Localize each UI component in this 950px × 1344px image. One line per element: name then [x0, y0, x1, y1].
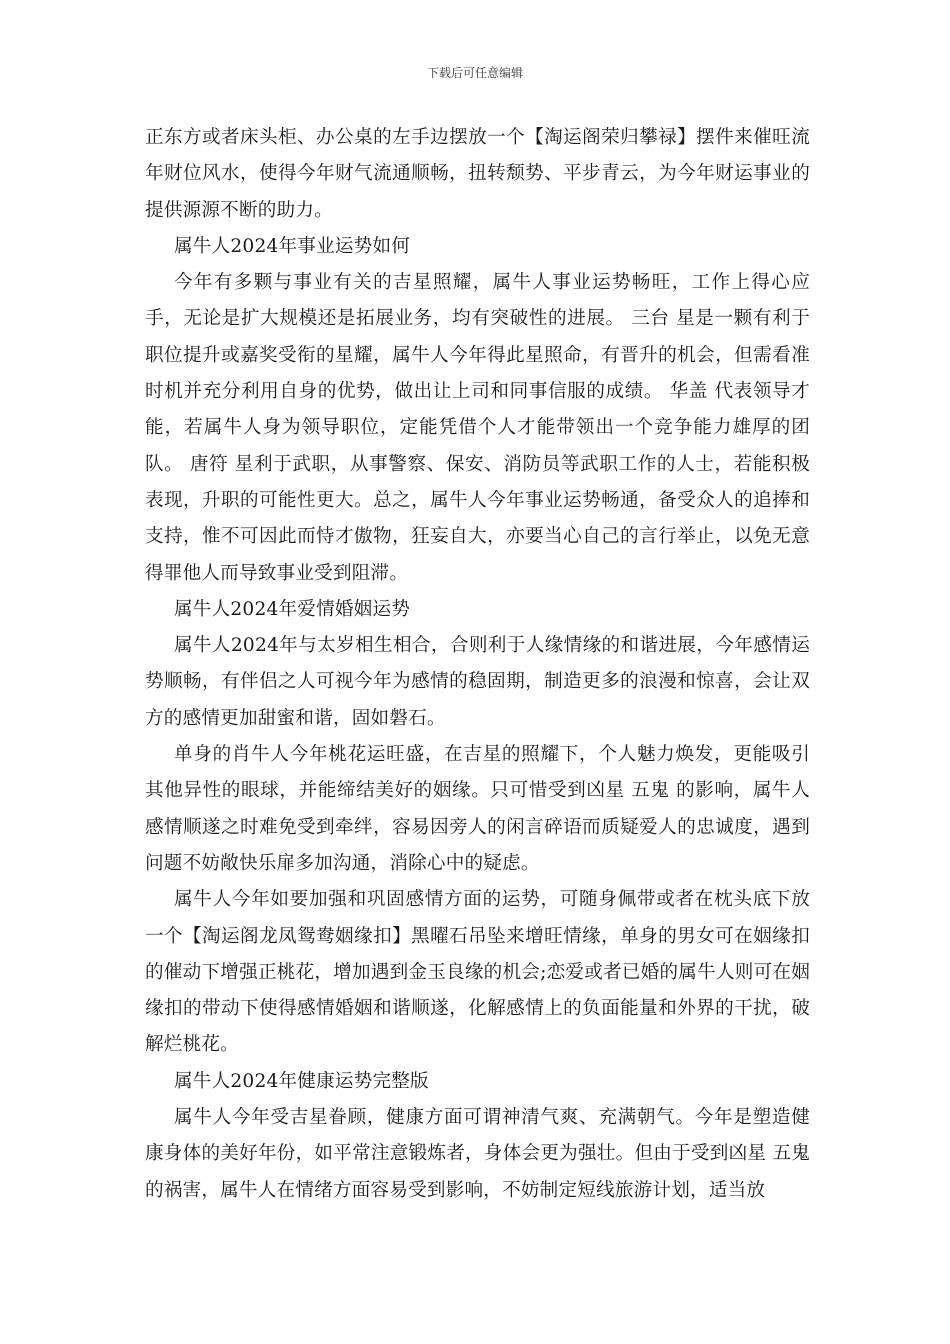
section-heading-love: 属牛人2024年爱情婚姻运势 — [174, 598, 411, 620]
document-body — [145, 120, 810, 1209]
paragraph-feng-shui-placement: 正东方或者床头柜、办公桌的左手边摆放一个【淘运阁荣归攀禄】摆件来催旺流年财位风水，使得今年财气流通顺畅，扭转颓势、平步青云，为今年财运事业的提供源源不断的助力。 — [145, 127, 810, 221]
section-heading-career: 属牛人2024年事业运势如何 — [174, 235, 411, 257]
paragraph-love-singles: 单身的肖牛人今年桃花运旺盛，在吉星的照耀下，个人魅力焕发，更能吸引其他异性的眼球，并能缔结美好的姻缘。只可惜受到凶星 五鬼 的影响，属牛人感情顺遂之时难免受到牵绊，容易因旁人的闲言碎语而质疑爱人的忠诚度，遇到问题不妨敞快乐扉多加沟通，消除心中的疑虑。 — [145, 744, 810, 874]
paragraph-love-charm: 属牛人今年如要加强和巩固感情方面的运势，可随身佩带或者在枕头底下放一个【淘运阁龙凤鸳鸯姻缘扣】黑曜石吊坠来增旺情缘，单身的男女可在姻缘扣的催动下增强正桃花，增加遇到金玉良缘的机会;恋爱或者已婚的属牛人则可在姻缘扣的带动下使得感情婚姻和谐顺遂，化解感情上的负面能量和外界的干扰，破解烂桃花。 — [145, 889, 810, 1056]
section-heading-health: 属牛人2024年健康运势完整版 — [174, 1070, 429, 1092]
paragraph-career: 今年有多颗与事业有关的吉星照耀，属牛人事业运势畅旺，工作上得心应手，无论是扩大规模还是拓展业务，均有突破性的进展。 三台 星是一颗有利于职位提升或嘉奖受衔的星耀，属牛人今年得此星照命，有晋升的机会，但需看准时机并充分利用自身的优势，做出让上司和同事信服的成绩。 华盖 代表领导才能，若属牛人身为领导职位，定能凭借个人才能带领出一个竞争能力雄厚的团队。 唐符 星利于武职，从事警察、保安、消防员等武职工作的人士，若能积极表现，升职的可能性更大。总之，属牛人今年事业运势畅通，备受众人的追捧和支持，惟不可因此而恃才傲物，狂妄自大，亦要当心自己的言行举止，以免无意得罪他人而导致事业受到阻滞。 — [145, 272, 810, 584]
page-header-note: 下载后可任意编辑 — [426, 66, 523, 80]
paragraph-love-couples: 属牛人2024年与太岁相生相合，合则利于人缘情缘的和谐进展，今年感情运势顺畅，有伴侣之人可视今年为感情的稳固期，制造更多的浪漫和惊喜，会让双方的感情更加甜蜜和谐，固如磐石。 — [145, 635, 810, 729]
paragraph-health: 属牛人今年受吉星眷顾，健康方面可谓神清气爽、充满朝气。今年是塑造健康身体的美好年份，如平常注意锻炼者，身体会更为强壮。但由于受到凶星 五鬼 的祸害，属牛人在情绪方面容易受到影响，不妨制定短线旅游计划，适当放 — [145, 1107, 810, 1201]
